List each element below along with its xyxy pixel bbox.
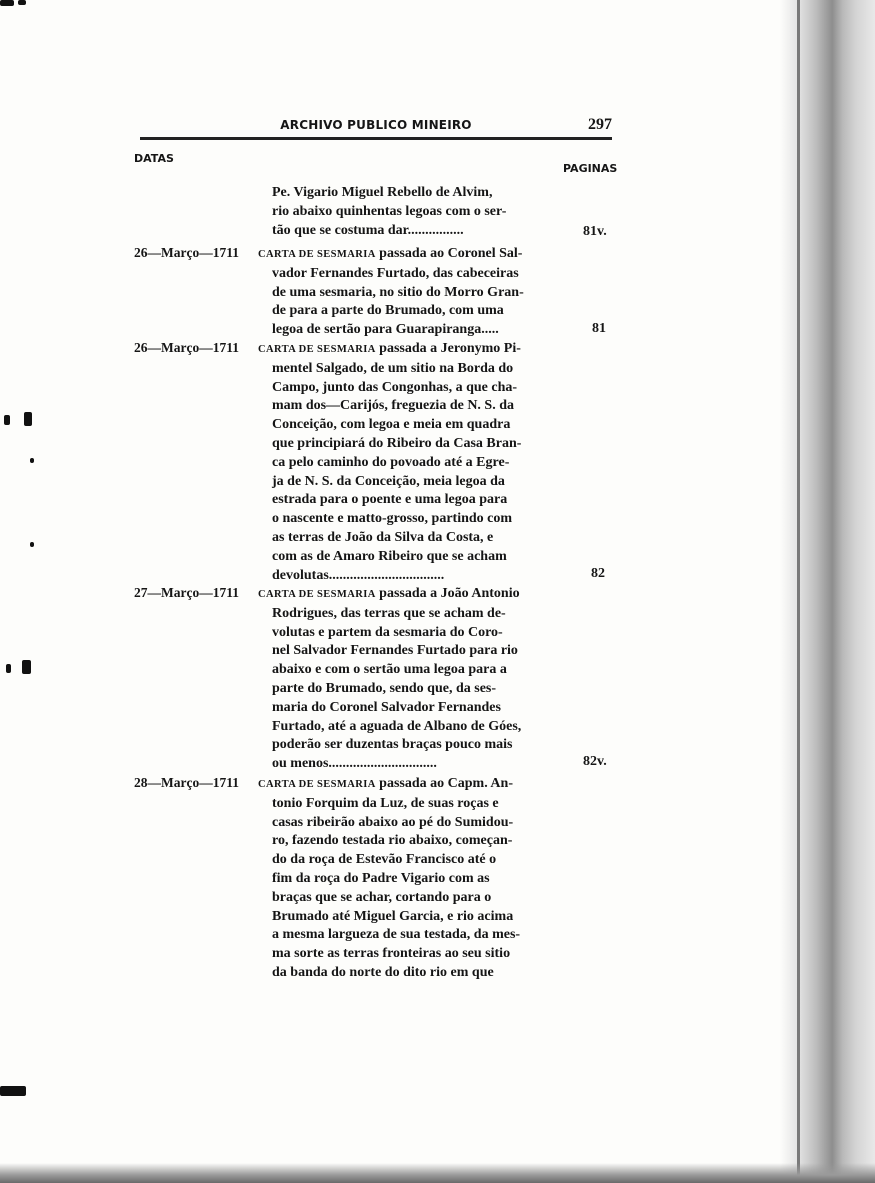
entry-line: casas ribeirão abaixo ao pé do Sumidou- [272,814,514,830]
entry-line: a mesma largueza de sua testada, da mes- [272,927,521,943]
column-header-pages: PAGINAS [563,162,618,175]
entry-line: da banda do norte do dito rio em que [272,964,494,980]
entry-date: 26—Março—1711 [134,245,239,260]
entry-line: de para a parte do Brumado, com uma [272,303,504,319]
entry-line: Conceição, com legoa e meia em quadra [272,417,511,433]
scan-speck [30,458,34,463]
entry-line: ca pelo caminho do povoado até a Egre- [272,454,510,470]
entry-line: que principiará do Ribeiro da Casa Bran- [272,435,522,451]
entry-text [258,775,544,983]
entry-line: Pe. Vigario Miguel Rebello de Alvim, [272,185,493,200]
entry-line: passada a João Antonio [379,586,520,601]
entry-date: 27—Março—1711 [134,585,239,600]
scan-speck [24,412,32,426]
entry-line: passada ao Capm. An- [379,776,513,791]
entry-line: mam dos—Carijós, freguezia de N. S. da [272,398,515,414]
entry-date: 26—Março—1711 [134,340,239,355]
entry-line: fim da roça do Padre Vigario com as [272,870,490,886]
page-edge-shadow [780,0,875,1183]
scan-speck [0,0,14,6]
entry-line: as terras de João da Silva da Costa, e [272,529,494,545]
entry-line: nel Salvador Fernandes Furtado para rio [272,643,518,659]
entry-line: poderão ser duzentas braças pouco mais [272,737,513,753]
scan-speck [22,660,31,674]
entry-line: vador Fernandes Furtado, das cabeceiras [272,265,519,281]
entry-line: passada a Jeronymo Pi- [379,341,521,356]
page-reference: 82 [591,566,605,581]
page-reference: 82v. [583,754,607,769]
entry-line: rio abaixo quinhentas legoas com o ser- [272,203,507,219]
entry-text [258,245,544,340]
entry-text [272,184,544,240]
entry-line: com as de Amaro Ribeiro que se acham [272,548,507,564]
entry-line: Rodrigues, das terras que se acham de- [272,605,506,621]
scan-speck [4,415,10,425]
entry-text [258,585,544,774]
scan-speck [18,0,26,5]
entry-line: ja de N. S. da Conceição, meia legoa da [272,473,505,489]
entry-line: volutas e partem da sesmaria do Coro- [272,624,503,640]
entry-line: ro, fazendo testada rio abaixo, começan- [272,833,513,849]
entry-heading: CARTA DE SESMARIA [258,344,376,355]
entry-line: do da roça de Estevão Francisco até o [272,852,497,868]
scan-speck [0,1086,26,1096]
entry-line: abaixo e com o sertão uma legoa para a [272,662,507,678]
entry-line: passada ao Coronel Sal- [379,246,523,261]
binding-edge [797,0,800,1183]
page-reference: 81 [592,321,606,336]
scan-speck [30,542,34,547]
entry-line: mentel Salgado, de um sitio na Borda do [272,360,514,376]
page-number: 297 [588,116,612,133]
entry-line: de uma sesmaria, no sitio do Morro Gran- [272,284,524,300]
bottom-edge-shadow [0,1163,875,1183]
entry-line: estrada para o poente e uma legoa para [272,492,508,508]
header-rule [140,137,612,140]
entry-line: legoa de sertão para Guarapiranga..... [272,322,499,338]
entry-date: 28—Março—1711 [134,775,239,790]
entry-line: devolutas................................. [272,567,445,583]
entry-line: Campo, junto das Congonhas, a que cha- [272,379,518,395]
entry-line: tão que se costuma dar................ [272,222,464,238]
running-title: ARCHIVO PUBLICO MINEIRO [280,118,472,132]
entry-heading: CARTA DE SESMARIA [258,249,376,260]
entry-heading: CARTA DE SESMARIA [258,779,376,790]
entry-line: o nascente e matto-grosso, partindo com [272,511,513,527]
entry-line: ma sorte as terras fronteiras ao seu sitio [272,946,511,962]
entry-line: parte do Brumado, sendo que, da ses- [272,680,497,696]
entry-line: ou menos............................... [272,756,437,772]
column-header-dates: DATAS [134,152,174,165]
entry-line: maria do Coronel Salvador Fernandes [272,699,501,715]
page-reference: 81v. [583,224,607,239]
entry-line: braças que se achar, cortando para o [272,889,492,905]
entry-text [258,340,544,585]
entry-heading: CARTA DE SESMARIA [258,589,376,600]
entry-line: Brumado até Miguel Garcia, e rio acima [272,908,514,924]
entry-line: tonio Forquim da Luz, de suas roças e [272,795,499,811]
scan-speck [6,664,11,673]
entry-line: Furtado, até a aguada de Albano de Góes, [272,718,522,734]
